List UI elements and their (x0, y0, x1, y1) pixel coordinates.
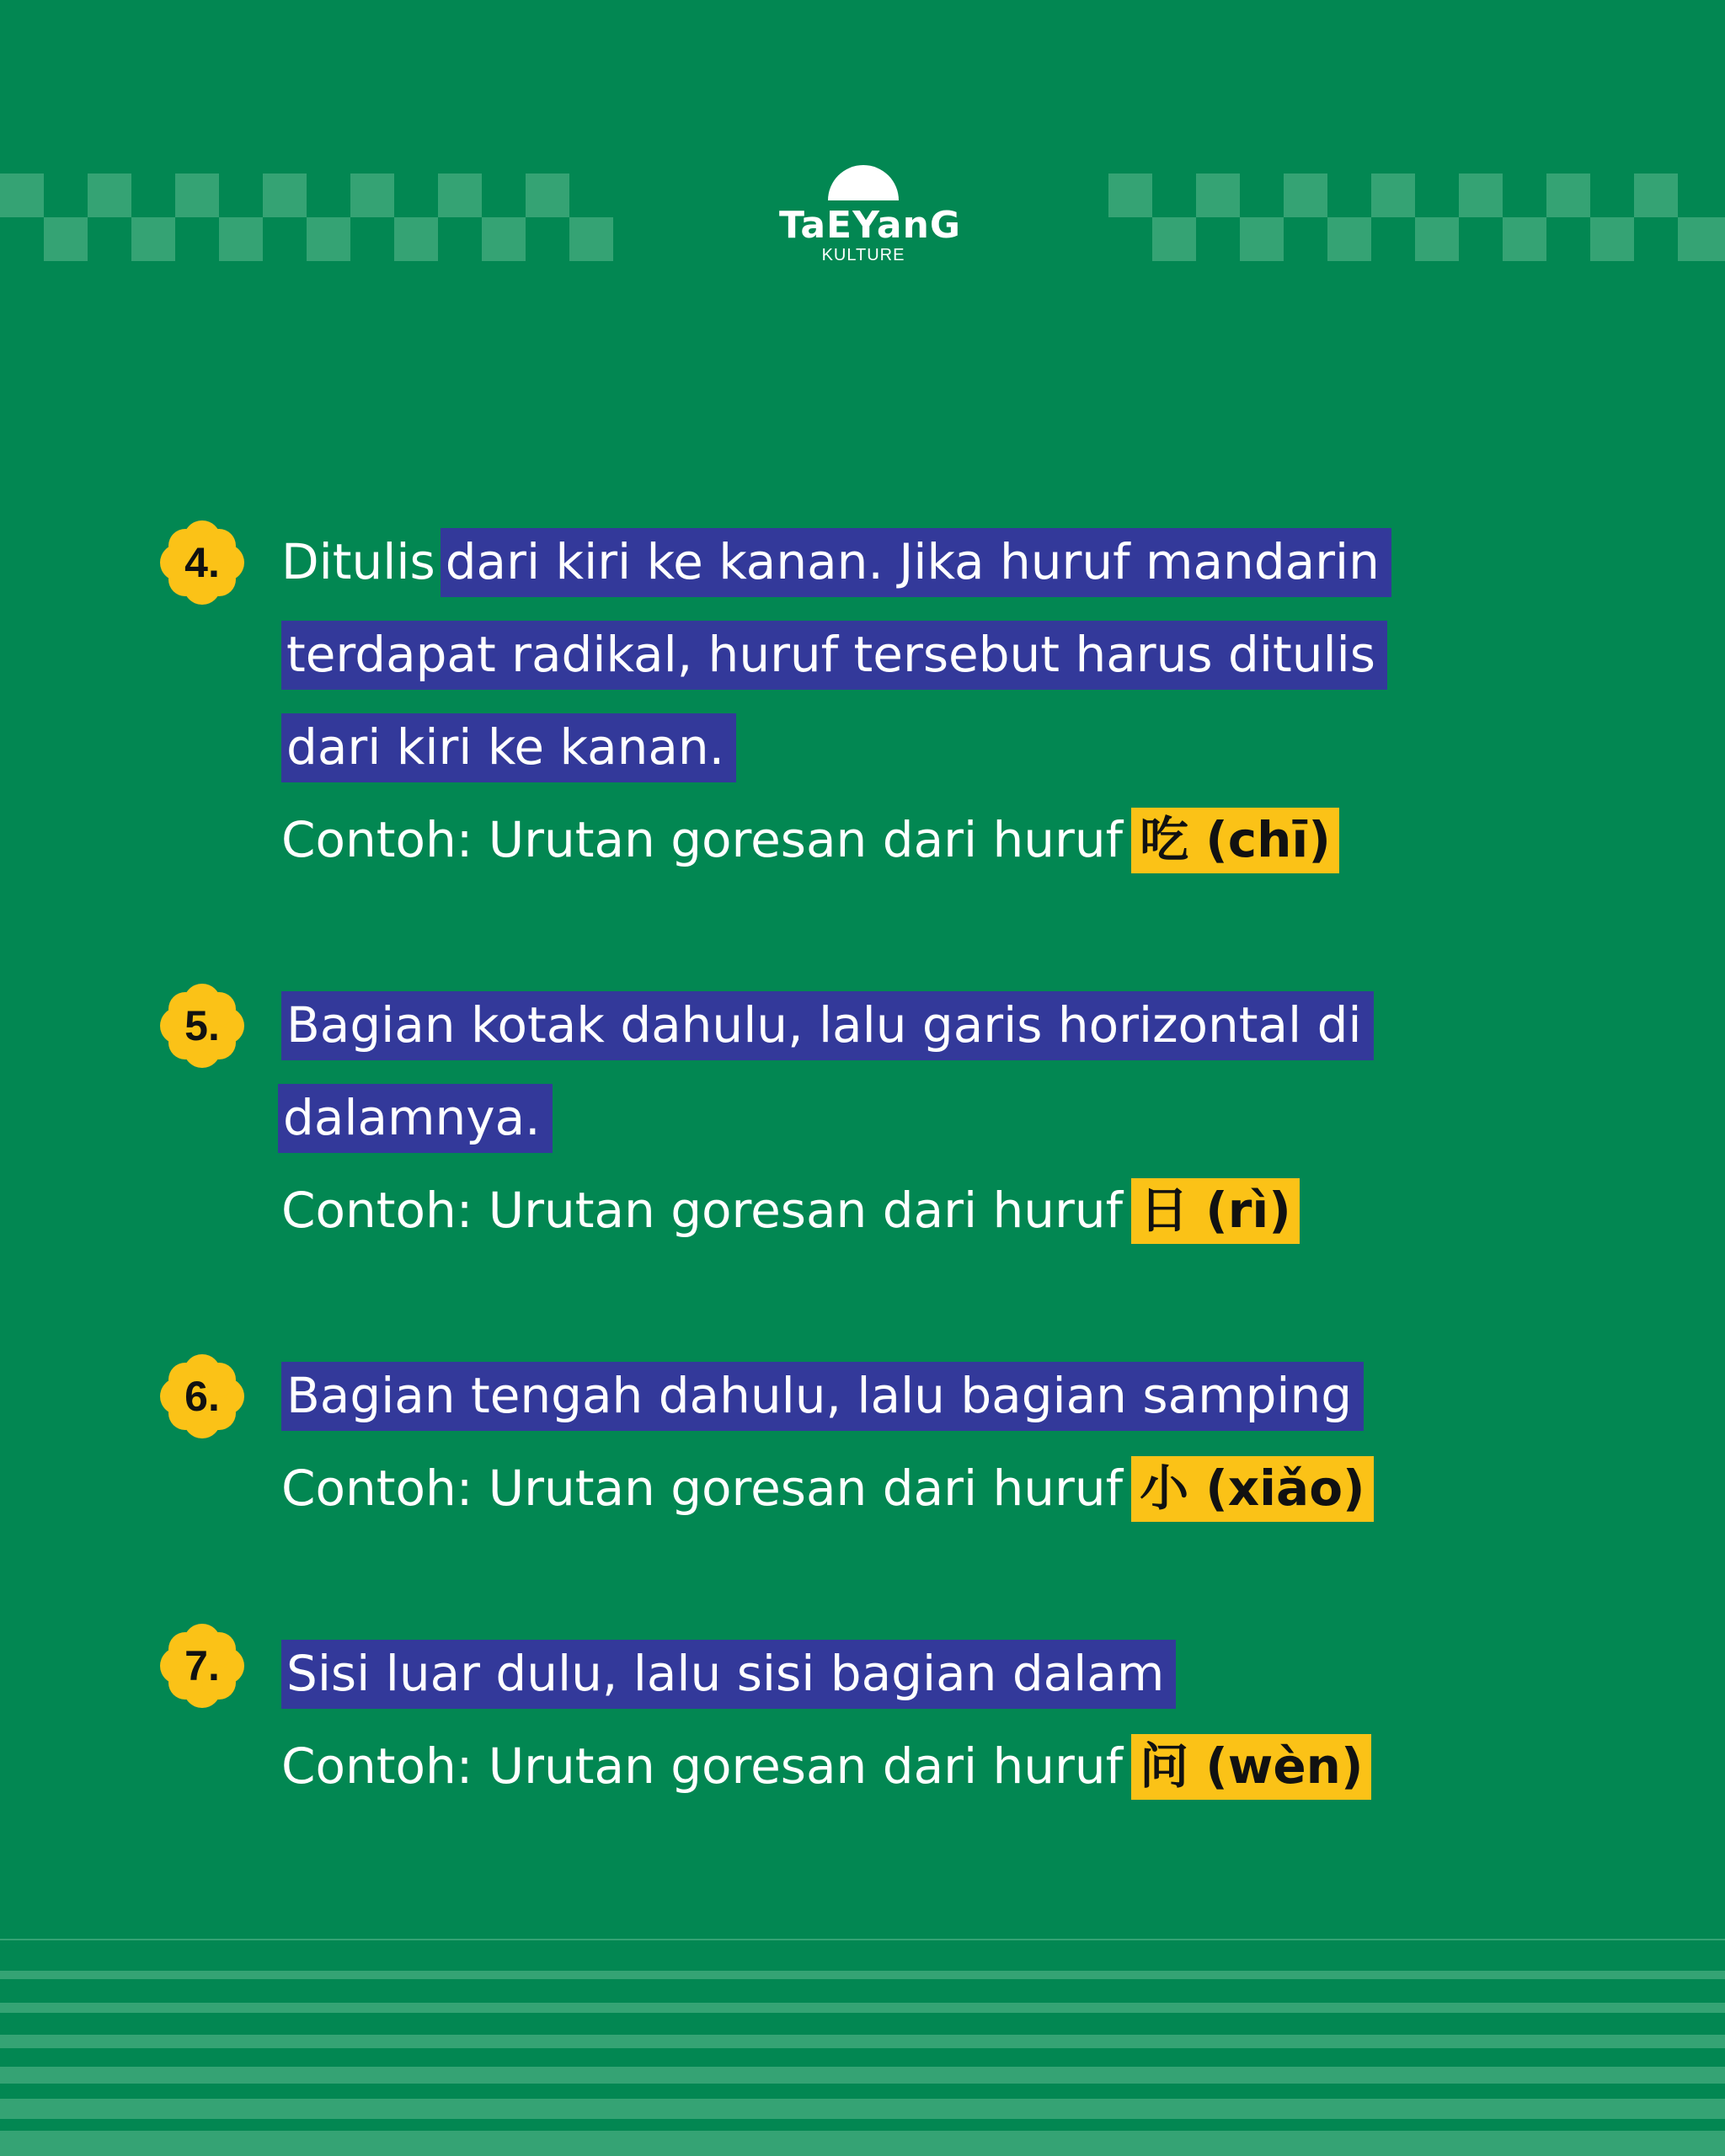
number-badge (160, 1354, 244, 1438)
rule-line (281, 1627, 1176, 1720)
example-line (281, 1442, 1374, 1534)
example-char: 小 (xiǎo) (1131, 1456, 1374, 1522)
highlighted-text: Bagian kotak dahulu, lalu garis horizontal di (281, 991, 1374, 1060)
number-label: 5. (184, 1002, 220, 1049)
highlighted-text: Bagian tengah dahulu, lalu bagian samping (281, 1362, 1364, 1431)
brand-logo (779, 165, 962, 268)
example-char: 吃 (chī) (1131, 808, 1339, 873)
rule-line (281, 979, 1374, 1071)
rule-line (281, 1349, 1364, 1442)
logo-subtext: KULTURE (821, 246, 905, 264)
highlighted-text: terdapat radikal, huruf tersebut harus ditulis (281, 621, 1387, 690)
rule-line (278, 1071, 553, 1164)
highlighted-text: dalamnya. (278, 1084, 553, 1153)
sun-icon (828, 165, 899, 200)
logo-text: TaEYanG (779, 204, 962, 247)
checker-pattern-right (1108, 173, 1725, 261)
stripe-pattern (0, 1937, 1725, 2156)
example-label: Contoh: Urutan goresan dari huruf (281, 1460, 1124, 1517)
number-badge (160, 1624, 244, 1708)
example-char: 日 (rì) (1131, 1178, 1300, 1244)
rule-lead-text: Ditulis (281, 533, 435, 590)
example-label: Contoh: Urutan goresan dari huruf (281, 1737, 1124, 1795)
highlighted-text: dari kiri ke kanan. Jika huruf mandarin (441, 528, 1391, 597)
example-char: 问 (wèn) (1131, 1734, 1371, 1800)
rule-line (281, 701, 736, 793)
checker-pattern-left (0, 173, 632, 261)
number-label: 4. (184, 539, 220, 586)
example-line (281, 1720, 1371, 1812)
number-label: 7. (184, 1642, 220, 1689)
highlighted-text: Sisi luar dulu, lalu sisi bagian dalam (281, 1640, 1176, 1709)
number-badge (160, 984, 244, 1068)
example-label: Contoh: Urutan goresan dari huruf (281, 811, 1124, 868)
example-line (281, 1164, 1300, 1257)
example-label: Contoh: Urutan goresan dari huruf (281, 1182, 1124, 1239)
number-label: 6. (184, 1373, 220, 1420)
example-line (281, 793, 1339, 886)
highlighted-text: dari kiri ke kanan. (281, 713, 736, 782)
rule-line (281, 515, 1391, 608)
rule-line (281, 608, 1387, 701)
number-badge (160, 520, 244, 605)
